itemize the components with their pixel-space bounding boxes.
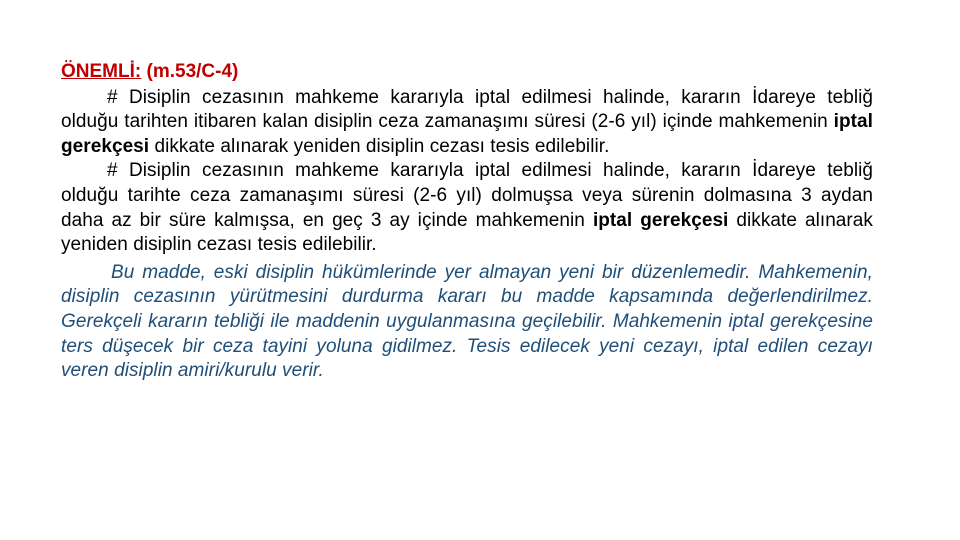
paragraph-2-text-start: Disiplin cezasının mahkeme kararıyla iptal edilmesi halinde, kararın İdareye tebliğ olduğu tarihte ceza zamanaşımı süresi (2-6 yıl) dolmuşsa veya sürenin dolmasına 3 aydan daha az bir süre kalmışsa, en geç 3 ay içinde mahkemenin	[61, 160, 873, 231]
heading-reference: (m.53/C-4)	[146, 61, 239, 82]
slide-content	[61, 60, 873, 384]
paragraph-2-text-end: dikkate alınarak yeniden disiplin cezası tesis edilebilir.	[61, 209, 873, 256]
paragraph-1-text-start: Disiplin cezasının mahkeme kararıyla iptal edilmesi halinde, kararın İdareye tebliğ olduğu tarihten itibaren kalan disiplin ceza zamanaşımı süresi (2-6 yıl) içinde mahkemenin	[61, 86, 873, 133]
paragraph-1	[61, 86, 873, 160]
paragraph-1-bold-phrase: iptal gerekçesi	[61, 111, 873, 157]
paragraph-1-text-end: dikkate alınarak yeniden disiplin cezası tesis edilebilir.	[154, 135, 610, 157]
paragraph-1-bullet: #	[107, 86, 118, 108]
paragraph-2-bullet: #	[107, 160, 118, 182]
paragraph-2-bold-phrase: iptal gerekçesi	[592, 209, 729, 231]
paragraph-2	[61, 159, 873, 257]
heading-label: ÖNEMLİ:	[61, 61, 142, 82]
slide-heading	[61, 60, 873, 85]
note-paragraph: Bu madde, eski disiplin hükümlerinde yer almayan yeni bir düzenlemedir. Mahkemenin, disiplin cezasının yürütmesini durdurma kararı bu madde kapsamında değerlendirilmez. Gerekçeli kararın tebliği ile maddenin uygulanmasına geçilebilir. Mahkemenin iptal gerekçesine ters düşecek bir ceza tayini yoluna gidilmez. Tesis edilecek yeni cezayı, iptal edilen cezayı veren disiplin amiri/kurulu verir.	[61, 261, 873, 382]
